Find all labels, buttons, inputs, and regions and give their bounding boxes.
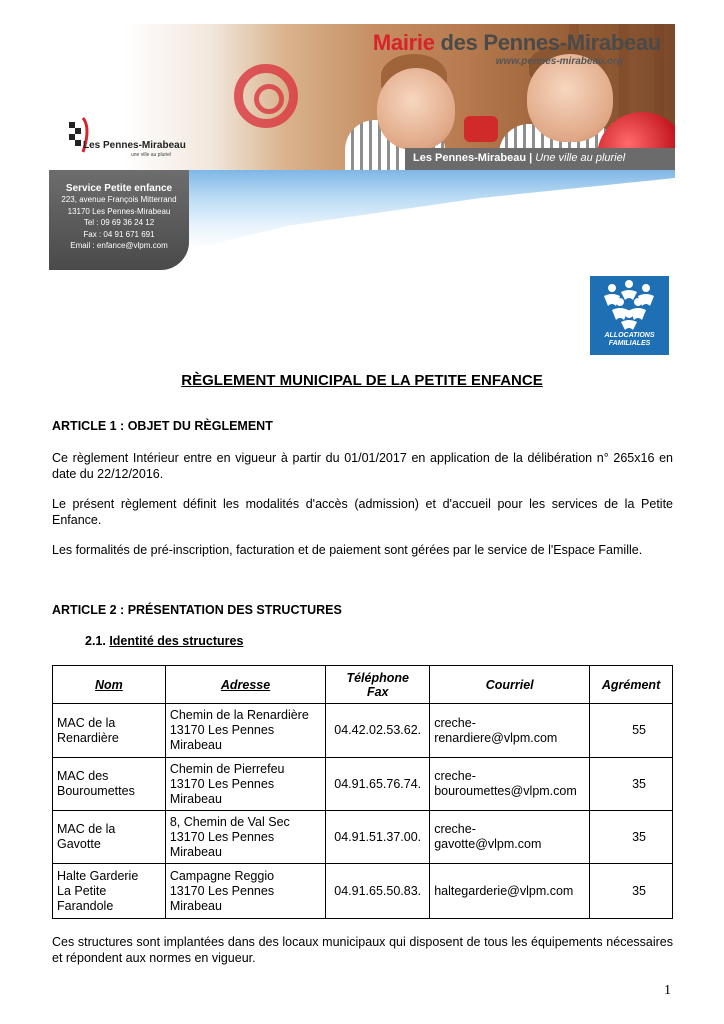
section-2-1-heading: 2.1. Identité des structures xyxy=(85,634,244,648)
child-photo-face xyxy=(377,68,455,150)
city-logo xyxy=(61,114,186,164)
cell-telephone: 04.91.65.50.83. xyxy=(326,864,430,919)
cell-courriel: haltegarderie@vlpm.com xyxy=(430,864,590,919)
child-photo-face xyxy=(527,54,613,142)
banner-url: www.pennes-mirabeau.org xyxy=(495,56,623,67)
service-email: Email : enfance@vlpm.com xyxy=(70,241,168,250)
cell-adresse: Campagne Reggio 13170 Les Pennes Mirabeau xyxy=(165,864,325,919)
service-contact-box xyxy=(49,170,189,270)
decorative-wave xyxy=(189,170,675,250)
toy-image xyxy=(464,116,498,142)
table-row xyxy=(53,704,673,758)
cell-courriel: creche- renardiere@vlpm.com xyxy=(430,704,590,758)
cell-nom: MAC de la Gavotte xyxy=(53,811,166,864)
header-courriel: Courriel xyxy=(430,666,590,704)
header-telephone-fax: Téléphone Fax xyxy=(326,666,430,704)
header-agrement: Agrément xyxy=(590,666,673,704)
cell-nom: Halte Garderie La Petite Farandole xyxy=(53,864,166,919)
article-1-paragraph-3: Les formalités de pré-inscription, facturation et de paiement sont gérées par le service de l'Espace Famille. xyxy=(52,543,643,557)
article-1-heading: ARTICLE 1 : OBJET DU RÈGLEMENT xyxy=(52,419,273,433)
cell-adresse: Chemin de la Renardière 13170 Les Pennes Mirabeau xyxy=(165,704,325,758)
header-adresse: Adresse xyxy=(165,666,325,704)
caf-logo xyxy=(590,276,669,355)
page-number: 1 xyxy=(664,983,671,998)
article-2-heading: ARTICLE 2 : PRÉSENTATION DES STRUCTURES xyxy=(52,603,342,617)
family-figures-icon xyxy=(590,276,669,332)
caf-text: ALLOCATIONS FAMILIALES xyxy=(604,332,655,347)
cell-adresse: Chemin de Pierrefeu 13170 Les Pennes Mirabeau xyxy=(165,758,325,811)
header-nom: Nom xyxy=(53,666,166,704)
cell-telephone: 04.91.65.76.74. xyxy=(326,758,430,811)
table-row xyxy=(53,758,673,811)
cell-nom: MAC des Bouroumettes xyxy=(53,758,166,811)
service-fax: Fax : 04 91 671 691 xyxy=(83,229,155,239)
article-1-paragraph-2: Le présent règlement définit les modalités d'accès (admission) et d'accueil pour les services de la Petite Enfance. xyxy=(52,497,673,527)
service-address: 223, avenue François Mitterrand xyxy=(61,195,177,204)
decorative-ring xyxy=(254,84,284,114)
logo-subtitle: une ville au pluriel xyxy=(131,152,172,158)
tagline: Les Pennes-Mirabeau | Une ville au pluriel xyxy=(413,152,626,164)
tagline-bar xyxy=(405,148,675,170)
cell-telephone: 04.91.51.37.00. xyxy=(326,811,430,864)
service-phone: Tel : 09 69 36 24 12 xyxy=(83,218,155,227)
cell-adresse: 8, Chemin de Val Sec 13170 Les Pennes Mirabeau xyxy=(165,811,325,864)
table-row xyxy=(53,811,673,864)
closing-paragraph: Ces structures sont implantées dans des locaux municipaux qui disposent de tous les équipements nécessaires et répondent aux normes en vigueur. xyxy=(52,935,673,965)
cell-nom: MAC de la Renardière xyxy=(53,704,166,758)
header-banner xyxy=(49,24,675,170)
table-row xyxy=(53,864,673,919)
structures-table xyxy=(52,665,673,919)
banner-title: Mairie des Pennes-Mirabeau xyxy=(372,30,661,55)
table-header-row xyxy=(53,666,673,704)
cell-telephone: 04.42.02.53.62. xyxy=(326,704,430,758)
cell-agrement: 35 xyxy=(590,811,673,864)
article-1-paragraph-1: Ce règlement Intérieur entre en vigueur à partir du 01/01/2017 en application de la délibération n° 265x16 en date du 22/12/2016. xyxy=(52,451,673,481)
city-emblem-icon xyxy=(67,114,93,158)
cell-courriel: creche- bouroumettes@vlpm.com xyxy=(430,758,590,811)
document-title: RÈGLEMENT MUNICIPAL DE LA PETITE ENFANCE xyxy=(181,372,543,389)
cell-courriel: creche- gavotte@vlpm.com xyxy=(430,811,590,864)
cell-agrement: 35 xyxy=(590,758,673,811)
logo-name: Les Pennes-Mirabeau xyxy=(83,140,186,151)
cell-agrement: 35 xyxy=(590,864,673,919)
service-city: 13170 Les Pennes-Mirabeau xyxy=(67,206,171,216)
cell-agrement: 55 xyxy=(590,704,673,758)
service-title: Service Petite enfance xyxy=(65,183,173,194)
